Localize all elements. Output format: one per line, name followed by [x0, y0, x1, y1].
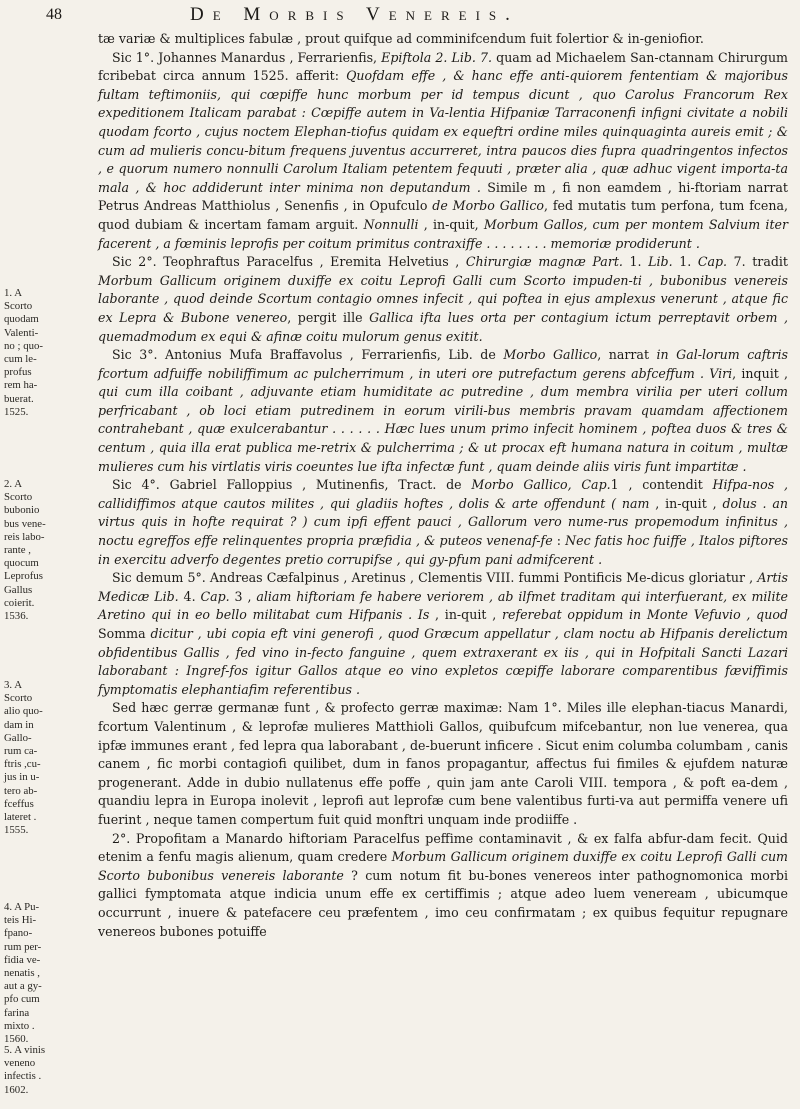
paragraph: Sed hæc gerræ germanæ funt , & profecto gerræ maximæ: Nam 1°. Miles ille elephan-tiacus Manardi, fcortum Valentinum , & leprofæ mulieres Matthioli Gallos, quibufcum mifcebantur, non lue venerea, qua ipfæ immunes erant , fed lepra qua laborabant , de-buerunt inficere . Sicut enim columba columbam , canis canem , fic morbi contagiofi quilibet, dum in fanos propagantur, affectus fui fimiles & ejufdem naturæ progenerant. Adde in dubio nullatenus effe poffe , quin jam ante Caroli VIII. tempora , & poft ea-dem , quandiu lepra in Europa inolevit , leprofi aut leprofæ cum bene valentibus furti-va aut permiffa venere ufi fuerint , neque tamen compertum fuit quid monftri unquam inde prodiiffe . — [98, 700, 788, 827]
margin-note-line: 1555. — [4, 824, 29, 837]
margin-note-line: Scorto — [4, 692, 33, 705]
margin-note — [4, 1044, 56, 1097]
margin-note-line: Gallus — [4, 583, 33, 596]
margin-note-line: aut a gy- — [4, 980, 42, 993]
margin-note-line: mixto . — [4, 1019, 35, 1032]
margin-note-line: reis labo- — [4, 530, 45, 543]
margin-note-line: ftris ,cu- — [4, 758, 41, 771]
page-number: 48 — [46, 6, 62, 23]
paragraph: Sic 2°. Teophraftus Paracelfus , Eremita Helvetius , Chirurgiæ magnæ Part. 1. Lib. 1. Cap. 7. tradit Morbum Gallicum originem duxiffe ex coitu Leprofi Galli cum Scorto impuden-ti , bubonibus venereis laborante , quod deinde Scortum contagio omnes infecit , qui poftea in ejus amplexus venerunt , atque fic ex Lepra & Bubone venereo, pergit ille Gallica ifta lues orta per contagium ictum perreptavit orbem , quemadmodum ex equi & afinæ coitu mulorum genus exitit. — [98, 254, 788, 344]
margin-note-line: fceffus — [4, 797, 34, 810]
margin-note-line: cum le- — [4, 353, 37, 366]
margin-note-line: nenatis , — [4, 967, 40, 980]
margin-note-line: no ; quo- — [4, 339, 43, 352]
margin-note-line: 2. A — [4, 478, 22, 490]
margin-note — [4, 287, 56, 419]
margin-note-line: dam in — [4, 718, 34, 731]
margin-note — [4, 901, 56, 1046]
margin-note-line: rum per- — [4, 940, 42, 953]
margin-note-line: teis Hi- — [4, 914, 37, 927]
margin-note-line: rante , — [4, 544, 31, 557]
paragraph: 2°. Propofitam a Manardo hiftoriam Paracelfus peffime contaminavit , & ex falfa abfur-dam fecit. Quid etenim a fenfu magis alienum, quam credere Morbum Gallicum originem duxiffe ex coitu Leprofi Galli cum Scorto bubonibus venereis laborante ? cum notum fit bu-bones venereos inter pathognomonica morbi gallici fymptomata atque indicia unum effe ex certiffimis ; atque adeo luem veneream , ubicumque occurrunt , inuere & patefacere ceu præfentem , imo ceu confirmatam ; ex quibus fequitur repugnare venereos bubones potuiffe — [98, 830, 788, 939]
margin-note-line: fidia ve- — [4, 953, 41, 966]
margin-note-line: 5. A vinis — [4, 1044, 46, 1056]
margin-note-line: 4. A Pu- — [4, 901, 40, 913]
paragraph: Sic 4°. Gabriel Falloppius , Mutinenfis, Tract. de Morbo Gallico, Cap.1 , contendit Hifpa-nos , callidiffimos atque cautos milites , qui gladiis hoftes , dolis & arte offendunt ( nam , in-quit , dolus . an virtus quis in hofte requirat ? ) cum ipfi effent pauci , Gallorum vero nume-rus propemodum infinitus , noctu egreffos effe relinquentes propria præfidia , & puteos venenaf-fe : Nec fatis hoc fuiffe , Italos piftores in exercitu adverfo degentes pretio corrupifse , qui gy-pfum pani admifcerent . — [98, 477, 789, 567]
page-header — [40, 4, 780, 30]
margin-note-line: lateret . — [4, 811, 37, 824]
margin-note-line: buerat. — [4, 392, 34, 405]
margin-note-line: Valenti- — [4, 326, 39, 339]
margin-note-line: Scorto — [4, 300, 33, 313]
margin-note-line: farina — [4, 1006, 30, 1019]
main-text — [98, 30, 788, 941]
margin-note-line: bubonio — [4, 504, 40, 517]
margin-note-line: pfo cum — [4, 993, 40, 1006]
margin-note-line: bus vene- — [4, 517, 46, 530]
margin-note-line: Scorto — [4, 491, 33, 504]
margin-note-line: 3. A — [4, 679, 22, 691]
margin-note-line: rum ca- — [4, 745, 38, 758]
margin-note-line: 1602. — [4, 1083, 29, 1096]
margin-note-line: jus in u- — [4, 771, 40, 784]
margin-note-line: 1560. — [4, 1033, 29, 1046]
margin-note-line: 1536. — [4, 610, 29, 623]
margin-note-line: 1525. — [4, 405, 29, 418]
margin-note-line: veneno — [4, 1057, 36, 1070]
margin-note-line: fpano- — [4, 927, 33, 940]
margin-note-line: profus — [4, 366, 32, 379]
margin-note-line: quocum — [4, 557, 39, 570]
paragraph: Sic 1°. Johannes Manardus , Ferrarienfis, Epiftola 2. Lib. 7. quam ad Michaelem San-ctannam Chirurgum fcribebat circa annum 1525. afferit: Quofdam effe , & hanc effe anti-quiorem fententiam & majoribus fultam teftimoniis, qui cœpiffe hunc morbum per id tempus dicunt , quo Carolus Francorum Rex expeditionem Italicam parabat : Cœpiffe autem in Va-lentia Hifpaniæ Tarraconenfi infigni civitate a nobili quodam fcorto , cujus noctem Elephan-tiofus quidam ex equeftri ordine miles quinquaginta aureis emit ; & cum ad mulieris concu-bitum frequens juventus accurreret, intra paucos dies fupra quadringentos infectos , e quorum numero nonnulli Carolum Italiam petentem fequuti , præter alia , quæ adhuc vigent importa-ta mala , & hoc addiderunt inter minima non deputandum . Simile m , fi non eamdem , hi-ftoriam narrat Petrus Andreas Matthiolus , Senenfis , in Opufculo de Morbo Gallico, fed mutatis tum perfona, tum fcena, quod dubiam & incertam famam arguit. Nonnulli , in-quit, Morbum Gallos, cum per montem Salvium iter facerent , a fœminis leprofis per coitum primitus contraxiffe . . . . . . . . memoriæ prodiderunt . — [98, 49, 789, 251]
margin-note-line: 1. A — [4, 287, 22, 299]
margin-note-line: alio quo- — [4, 705, 43, 718]
margin-note — [4, 478, 56, 623]
margin-note — [4, 679, 56, 837]
paragraph: Sic demum 5°. Andreas Cæfalpinus , Aretinus , Clementis VIII. fummi Pontificis Me-dicus gloriatur , Artis Medicæ Lib. 4. Cap. 3 , aliam hiftoriam fe habere veriorem , ab ilfmet traditam qui interfuerant, ex milite Aretino qui in eo bello militabat cum Hifpanis . Is , in-quit , referebat oppidum in Monte Vefuvio , quod Somma dicitur , ubi copia eft vini generofi , quod Græcum appellatur , clam noctu ab Hifpanis derelictum obfidentibus Gallis , fed vino in-fecto fanguine , quem extraxerant ex iis , qui in Hofpitali Sancti Lazari laborabant : Ingref-fos igitur Gallos atque eo vino expletos cœpiffe laborare comparentibus fæviffimis fymptomatis elephantiafim referentibus . — [98, 570, 788, 697]
margin-note-line: quodam — [4, 313, 39, 326]
margin-note-line: Gallo- — [4, 731, 32, 744]
margin-note-line: Leprofus — [4, 570, 43, 583]
margin-note-line: tero ab- — [4, 784, 38, 797]
margin-note-line: coierit. — [4, 596, 35, 609]
paragraph: Sic 3°. Antonius Mufa Braffavolus , Ferrarienfis, Lib. de Morbo Gallico, narrat in Gal-lorum caftris fcortum adfuiffe nobiliffimum ac pulcherrimum , in uteri ore putrefactum gerens abfceffum . Viri, inquit , qui cum illa coibant , adjuvante etiam humiditate ac putredine , dum membra virilia per uteri collum perfricabant , ob loci etiam putredinem in eorum virili-bus membris pravam quamdam affectionem contrahebant , quæ exulcerabantur . . . . . . Hæc lues unum primo infecit hominem , poftea duos & tres & centum , quia illa erat publica me-retrix & pulcherrima ; & ut procax eft humana natura in coitum , multæ mulieres cum his virtlatis viris coeuntes lue ifta infectæ funt , quam deinde aliis viris funt impartitæ . — [98, 347, 788, 474]
margin-note-line: infectis . — [4, 1070, 42, 1083]
paragraph: tæ variæ & multiplices fabulæ , prout quifque ad comminifcendum fuit folertior & in-geniofior. — [98, 31, 704, 46]
margin-note-line: rem ha- — [4, 379, 38, 392]
running-title: De Morbis Venereis. — [190, 4, 519, 25]
